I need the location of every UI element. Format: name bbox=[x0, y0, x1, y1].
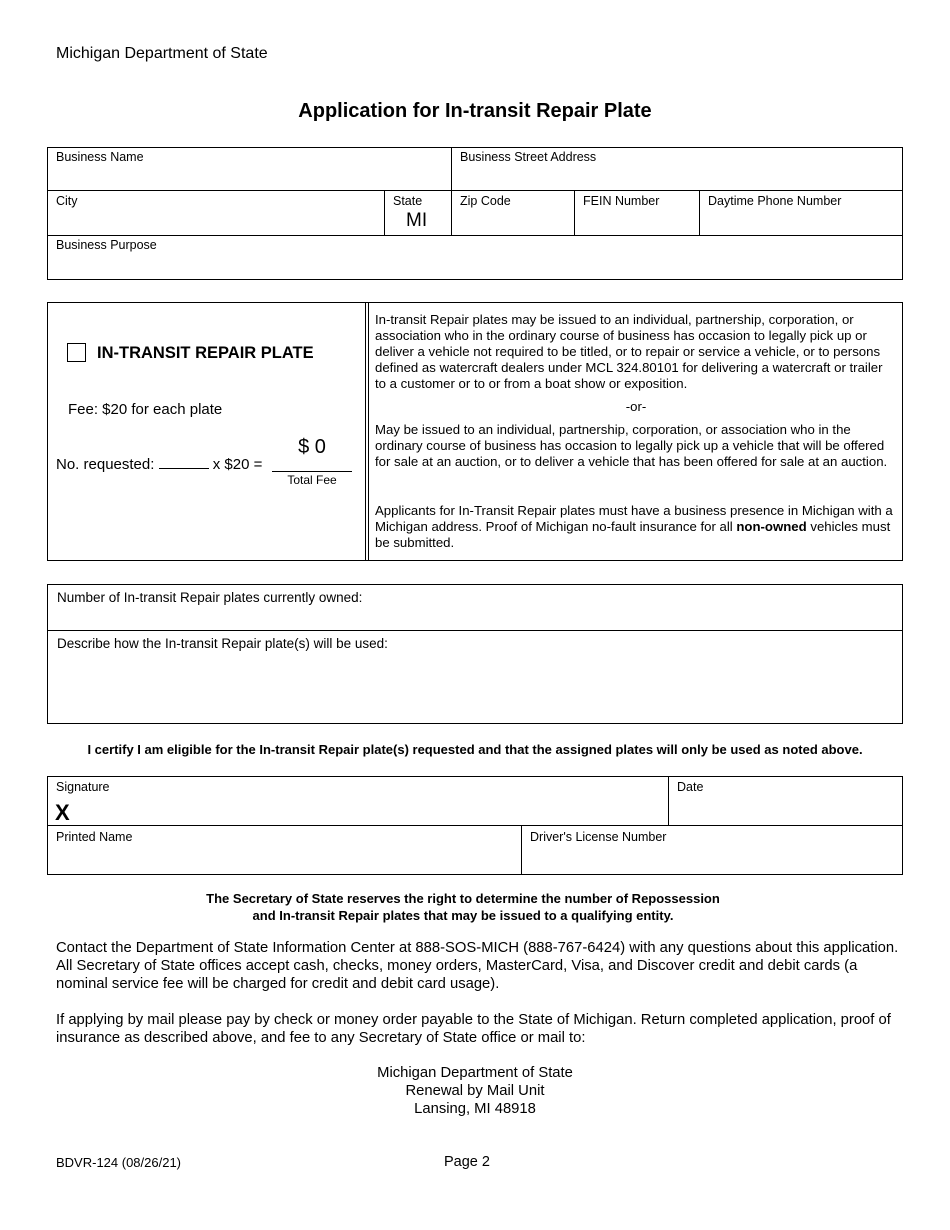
total-fee-label: Total Fee bbox=[287, 473, 337, 487]
in-transit-plate-checkbox[interactable] bbox=[67, 343, 86, 362]
divider bbox=[668, 776, 669, 826]
fein-number-label: FEIN Number bbox=[583, 194, 660, 208]
city-field[interactable] bbox=[50, 210, 380, 233]
eligibility-paragraph-2: May be issued to an individual, partnership, corporation, or association who in the ordinary course of business has occasion to legally pick up a vehicle that will be offered for sale at an auction, or to deliver a vehicle that has been offered for sale at an auction. bbox=[375, 422, 888, 469]
address-line-2: Renewal by Mail Unit bbox=[405, 1083, 545, 1099]
divider bbox=[368, 302, 369, 561]
printed-name-label: Printed Name bbox=[56, 830, 133, 844]
printed-name-field[interactable] bbox=[50, 846, 518, 872]
para3-text-end: vehicles must be submitted. bbox=[375, 519, 891, 550]
divider bbox=[574, 190, 575, 236]
date-field[interactable] bbox=[672, 796, 899, 823]
divider bbox=[47, 190, 903, 191]
divider bbox=[365, 302, 366, 561]
divider bbox=[699, 190, 700, 236]
fein-number-field[interactable] bbox=[578, 210, 696, 233]
signature-field[interactable] bbox=[80, 798, 664, 823]
divider bbox=[384, 190, 385, 236]
requested-quantity-field[interactable] bbox=[159, 455, 209, 469]
divider bbox=[451, 147, 452, 236]
mail-paragraph: If applying by mail please pay by check or money order payable to the State of Michigan. Return completed application, proof of insurance as described above, and fee to any Secretary of State office or mail to: bbox=[56, 1012, 891, 1046]
describe-usage-label: Describe how the In-transit Repair plate(s) will be used: bbox=[57, 636, 388, 651]
total-fee-value: $ 0 bbox=[298, 436, 326, 458]
drivers-license-label: Driver's License Number bbox=[530, 830, 667, 844]
contact-paragraph: Contact the Department of State Information Center at 888-SOS-MICH (888-767-6424) with any questions about this application. All Secretary of State offices accept cash, checks, money orders, MasterCard, Visa, and Discover credit and debit cards (a nominal service fee will be charged for credit and debit card usage). bbox=[56, 940, 899, 992]
state-field[interactable]: MI bbox=[406, 210, 428, 231]
divider bbox=[47, 630, 903, 631]
secretary-notice bbox=[0, 890, 926, 924]
drivers-license-field[interactable] bbox=[525, 846, 899, 872]
fee-text: Fee: $20 for each plate bbox=[68, 401, 223, 418]
business-name-field[interactable] bbox=[50, 166, 448, 188]
date-label: Date bbox=[677, 780, 704, 794]
mailing-address bbox=[0, 1064, 950, 1118]
notice-line-1: The Secretary of State reserves the right to determine the number of Repossession bbox=[206, 891, 720, 906]
city-label: City bbox=[56, 194, 78, 208]
non-owned-bold: non-owned bbox=[736, 519, 807, 534]
or-separator: -or- bbox=[625, 399, 647, 414]
zip-code-label: Zip Code bbox=[460, 194, 511, 208]
daytime-phone-label: Daytime Phone Number bbox=[708, 194, 842, 208]
plates-owned-label: Number of In-transit Repair plates currently owned: bbox=[57, 590, 363, 605]
divider bbox=[47, 825, 903, 826]
business-street-label: Business Street Address bbox=[460, 150, 597, 164]
zip-code-field[interactable] bbox=[455, 210, 571, 233]
form-id: BDVR-124 (08/26/21) bbox=[56, 1155, 182, 1170]
certification-statement: I certify I am eligible for the In-transit Repair plate(s) requested and that the assigned plates will only be used as noted above. bbox=[87, 742, 863, 757]
page-title: Application for In-transit Repair Plate bbox=[298, 100, 652, 122]
describe-usage-field[interactable] bbox=[52, 656, 898, 720]
address-line-3: Lansing, MI 48918 bbox=[414, 1101, 536, 1117]
address-line-1: Michigan Department of State bbox=[377, 1065, 573, 1081]
signature-mark: X bbox=[55, 800, 70, 825]
business-name-label: Business Name bbox=[56, 150, 144, 164]
multiplier-text: x $20 = bbox=[212, 456, 263, 473]
business-street-field[interactable] bbox=[455, 166, 899, 188]
page-number: Page 2 bbox=[444, 1154, 490, 1170]
divider bbox=[47, 235, 903, 236]
agency-name: Michigan Department of State bbox=[56, 45, 268, 62]
total-fee-line bbox=[272, 471, 352, 472]
eligibility-paragraph-1: In-transit Repair plates may be issued to an individual, partnership, corporation, or association who in the ordinary course of business has occasion to legally pick up or deliver a vehicle not required to be titled, or to repair or service a vehicle, or to persons defined as watercraft dealers under MCL 324.80101 for delivering a watercraft or trailer to a customer or to or from a boat show or exposition. bbox=[375, 312, 883, 391]
signature-label: Signature bbox=[56, 780, 110, 794]
notice-line-2: and In-transit Repair plates that may be issued to a qualifying entity. bbox=[252, 908, 674, 923]
requested-row bbox=[56, 455, 262, 473]
plates-owned-field[interactable] bbox=[380, 588, 898, 626]
business-purpose-field[interactable] bbox=[50, 254, 899, 277]
para3-text-start: Applicants for In-Transit Repair plates must have a business presence in Michigan with a Michigan address. Proof of Michigan no-fault insurance for all bbox=[375, 503, 893, 534]
plate-title: IN-TRANSIT REPAIR PLATE bbox=[97, 344, 314, 362]
business-purpose-label: Business Purpose bbox=[56, 238, 157, 252]
daytime-phone-field[interactable] bbox=[703, 210, 899, 233]
requested-label: No. requested: bbox=[56, 456, 155, 473]
divider bbox=[521, 825, 522, 875]
state-label: State bbox=[393, 194, 423, 208]
eligibility-paragraph-3 bbox=[375, 503, 897, 551]
